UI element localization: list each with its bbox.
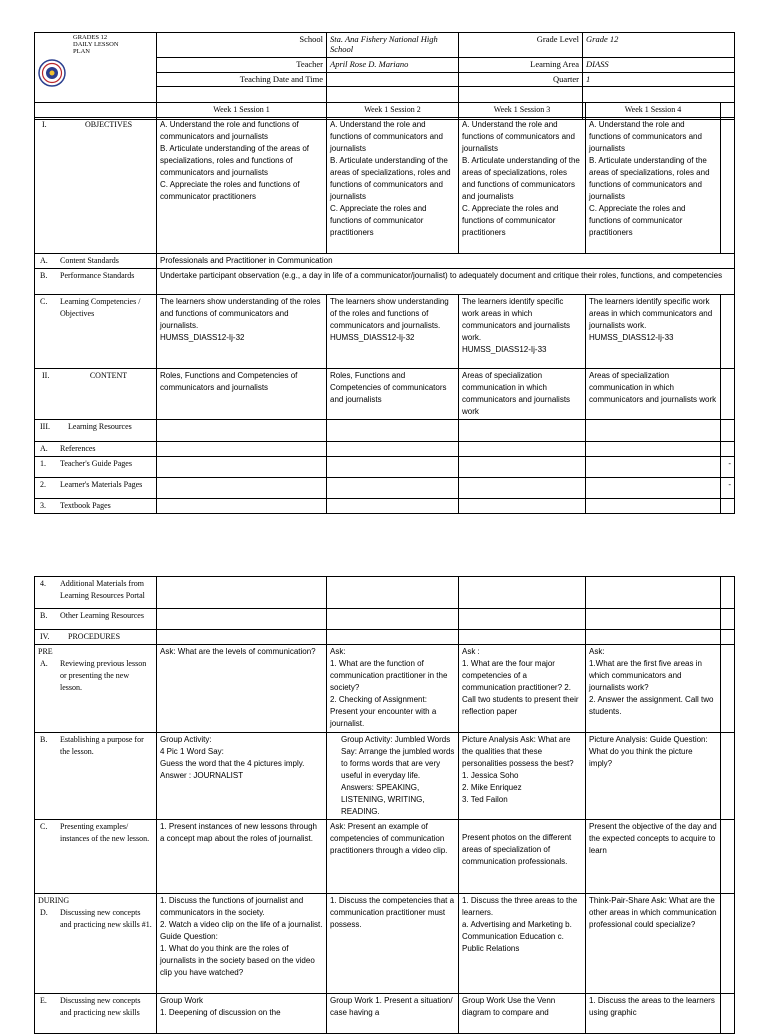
competency-cell: The learners show understanding of the roles and functions of communicators and journalists. HUMSS_DIASS12-Ij-32 bbox=[327, 295, 459, 369]
discussion-label: Discussing new concepts and practicing new skills #1. bbox=[60, 908, 152, 929]
session-header: Week 1 Session 2 bbox=[327, 103, 459, 118]
empty-cell bbox=[327, 457, 459, 478]
objectives-row bbox=[35, 118, 735, 254]
row-letter: E. bbox=[40, 996, 47, 1005]
blank-cell bbox=[35, 103, 157, 118]
margin-cell bbox=[721, 645, 735, 733]
content-cell: Roles, Functions and Competencies of communicators and journalists bbox=[157, 369, 327, 420]
empty-cell bbox=[459, 478, 586, 499]
grade-value: Grade 12 bbox=[583, 33, 735, 58]
header-title-line: DAILY LESSON bbox=[73, 41, 119, 48]
empty-cell bbox=[157, 577, 327, 609]
row-letter: A. bbox=[40, 659, 48, 668]
skills2-cell: 1. Discuss the areas to the learners using graphic bbox=[586, 994, 721, 1034]
margin-cell bbox=[721, 894, 735, 994]
discussion-cell: 1. Discuss the three areas to the learners. a. Advertising and Marketing b. Communication Education c. Public Relations bbox=[459, 894, 586, 994]
row-letter: 2. bbox=[40, 480, 46, 489]
header-title-line: GRADES 12 bbox=[73, 34, 108, 41]
discussion-row bbox=[35, 894, 735, 994]
row-letter: C. bbox=[40, 297, 48, 306]
row-letter: B. bbox=[40, 271, 48, 280]
examples-cell: 1. Present instances of new lessons through a concept map about the roles of journalist. bbox=[157, 820, 327, 894]
purpose-cell: Group Activity: 4 Pic 1 Word Say: Guess the word that the 4 pictures imply. Answer : JOURNALIST bbox=[157, 733, 327, 820]
empty-cell bbox=[157, 630, 327, 645]
discussion-cell: 1. Discuss the competencies that a communication practitioner must possess. bbox=[327, 894, 459, 994]
area-value: DIASS bbox=[583, 58, 735, 72]
date-value bbox=[327, 72, 459, 86]
content-standards-label: Content Standards bbox=[60, 256, 119, 265]
examples-cell: Present the objective of the day and the expected concepts to acquire to learn bbox=[586, 820, 721, 894]
skills2-cell: Group Work 1. Deepening of discussion on the bbox=[157, 994, 327, 1034]
references-label: References bbox=[60, 444, 96, 453]
margin-cell bbox=[721, 994, 735, 1034]
empty-cell bbox=[157, 499, 327, 514]
empty-cell bbox=[157, 457, 327, 478]
competency-cell: The learners show understanding of the roles and functions of communicators and journalists. HUMSS_DIASS12-Ij-32 bbox=[157, 295, 327, 369]
skills2-cell: Group Work Use the Venn diagram to compare and bbox=[459, 994, 586, 1034]
margin-cell bbox=[721, 630, 735, 645]
empty-cell bbox=[459, 609, 586, 630]
section-number: I. bbox=[42, 120, 47, 129]
empty-cell bbox=[327, 630, 459, 645]
date-label: Teaching Date and Time bbox=[157, 72, 327, 86]
examples-cell: Ask: Present an example of competencies of communication practitioners through a video clip. bbox=[327, 820, 459, 894]
margin-cell bbox=[721, 420, 735, 442]
empty-cell bbox=[586, 478, 721, 499]
empty-cell bbox=[157, 478, 327, 499]
empty-cell bbox=[157, 609, 327, 630]
quarter-label: Quarter bbox=[459, 72, 583, 86]
performance-standards-value: Undertake participant observation (e.g., a day in life of a communicator/journalist) to adequately document and critique their roles, functions, and competencies bbox=[157, 269, 735, 295]
examples-row bbox=[35, 820, 735, 894]
margin-cell bbox=[721, 499, 735, 514]
competencies-label: Learning Competencies / Objectives bbox=[60, 297, 141, 318]
row-letter: D. bbox=[40, 908, 48, 917]
section-number: III. bbox=[40, 422, 50, 431]
empty-cell bbox=[459, 577, 586, 609]
empty-cell bbox=[586, 630, 721, 645]
review-row bbox=[35, 645, 735, 733]
lesson-table-page2 bbox=[34, 576, 735, 1034]
review-label: Reviewing previous lesson or presenting the new lesson. bbox=[60, 659, 147, 692]
empty-cell bbox=[586, 577, 721, 609]
session-header: Week 1 Session 3 bbox=[459, 103, 586, 118]
purpose-label: Establishing a purpose for the lesson. bbox=[60, 735, 144, 756]
performance-standards-row bbox=[35, 269, 735, 295]
dash-mark: - bbox=[721, 478, 735, 499]
objectives-cell: A. Understand the role and functions of communicators and journalists B. Articulate understanding of the areas of specializations, roles and functions of communicators and journalists C. Appreciate the roles and functions of communicator practitioners bbox=[327, 118, 459, 254]
learners-materials-label: Learner's Materials Pages bbox=[60, 480, 143, 489]
margin-cell bbox=[721, 577, 735, 609]
empty-cell bbox=[157, 442, 327, 457]
area-label: Learning Area bbox=[459, 58, 583, 72]
section-number: IV. bbox=[40, 632, 50, 641]
skills2-row bbox=[35, 994, 735, 1034]
teachers-guide-row bbox=[35, 457, 735, 478]
procedures-row bbox=[35, 630, 735, 645]
purpose-cell: Picture Analysis: Guide Question: What do you think the picture imply? bbox=[586, 733, 721, 820]
objectives-cell: A. Understand the role and functions of communicators and journalists B. Articulate understanding of the areas of specializations, roles and functions of communicators and journalists C. Appreciate the roles and functions of communicator practitioners bbox=[157, 118, 327, 254]
examples-label: Presenting examples/ instances of the new lesson. bbox=[60, 822, 150, 843]
empty-cell bbox=[459, 499, 586, 514]
empty-cell bbox=[586, 457, 721, 478]
empty-cell bbox=[459, 420, 586, 442]
learners-materials-row bbox=[35, 478, 735, 499]
content-row bbox=[35, 369, 735, 420]
row-letter: B. bbox=[40, 611, 48, 620]
discussion-cell: Think-Pair-Share Ask: What are the other areas in which communication professional could specialize? bbox=[586, 894, 721, 994]
phase-label: DURING bbox=[38, 896, 70, 905]
deped-seal-icon bbox=[38, 59, 66, 87]
purpose-cell: Group Activity: Jumbled Words Say: Arrange the jumbled words to forms words that are very useful in everyday life. Answers: SPEAKING, LISTENING, WRITING, READING. bbox=[327, 733, 459, 820]
row-letter: 1. bbox=[40, 459, 46, 468]
grade-label: Grade Level bbox=[459, 33, 583, 58]
review-cell: Ask: 1. What are the function of communication practitioner in the society? 2. Checking of Assignment: Present your encounter with a journalist. bbox=[327, 645, 459, 733]
purpose-cell: Picture Analysis Ask: What are the qualities that these personalities possess the best? 1. Jessica Soho 2. Mike Enriquez 3. Ted Failon bbox=[459, 733, 586, 820]
empty-cell bbox=[157, 420, 327, 442]
empty-cell bbox=[327, 420, 459, 442]
row-letter: 4. bbox=[40, 579, 46, 588]
objectives-cell: A. Understand the role and functions of communicators and journalists B. Articulate understanding of the areas of specializations, roles and functions of communicators and journalists C. Appreciate the roles and functions of communicator practitioners bbox=[459, 118, 586, 254]
session-header-row bbox=[35, 103, 735, 118]
row-letter: C. bbox=[40, 822, 48, 831]
margin-cell bbox=[721, 103, 735, 118]
references-row bbox=[35, 442, 735, 457]
content-standards-value: Professionals and Practitioner in Communication bbox=[157, 254, 735, 269]
content-standards-row bbox=[35, 254, 735, 269]
learning-resources-row bbox=[35, 420, 735, 442]
teachers-guide-label: Teacher's Guide Pages bbox=[60, 459, 132, 468]
empty-cell bbox=[327, 442, 459, 457]
session-header: Week 1 Session 4 bbox=[586, 103, 721, 118]
learning-resources-label: Learning Resources bbox=[68, 422, 132, 431]
content-cell: Areas of specialization communication in which communicators and journalists work bbox=[586, 369, 721, 420]
quarter-value: 1 bbox=[583, 72, 735, 86]
review-cell: Ask: 1.What are the first five areas in which communicators and journalists work? 2. Answer the assignment. Call two students. bbox=[586, 645, 721, 733]
section-number: II. bbox=[42, 371, 50, 380]
empty-cell bbox=[459, 630, 586, 645]
empty-cell bbox=[327, 478, 459, 499]
purpose-row bbox=[35, 733, 735, 820]
additional-materials-label: Additional Materials from Learning Resources Portal bbox=[60, 579, 145, 600]
other-resources-row bbox=[35, 609, 735, 630]
teacher-label: Teacher bbox=[157, 58, 327, 72]
additional-materials-row bbox=[35, 577, 735, 609]
empty-cell bbox=[586, 609, 721, 630]
examples-cell: Present photos on the different areas of specialization of communication professionals. bbox=[459, 820, 586, 894]
competency-cell: The learners identify specific work areas in which communicators and journalists work. HUMSS_DIASS12-Ij-33 bbox=[586, 295, 721, 369]
objectives-cell: A. Understand the role and functions of communicators and journalists B. Articulate understanding of the areas of specializations, roles and functions of communicators and journalists C. Appreciate the roles and functions of communicator practitioners bbox=[586, 118, 721, 254]
margin-cell bbox=[721, 820, 735, 894]
margin-cell bbox=[721, 369, 735, 420]
content-label: CONTENT bbox=[89, 371, 128, 380]
school-label: School bbox=[157, 33, 327, 58]
row-letter: A. bbox=[40, 256, 48, 265]
empty-cell bbox=[459, 442, 586, 457]
empty-cell bbox=[327, 609, 459, 630]
teacher-value: April Rose D. Mariano bbox=[327, 58, 459, 72]
objectives-label: OBJECTIVES bbox=[84, 120, 133, 129]
textbook-label: Textbook Pages bbox=[60, 501, 111, 510]
skills2-label: Discussing new concepts and practicing new skills bbox=[60, 996, 141, 1017]
margin-cell bbox=[721, 118, 735, 254]
other-resources-label: Other Learning Resources bbox=[60, 611, 144, 620]
procedures-label: PROCEDURES bbox=[68, 632, 121, 641]
margin-cell bbox=[721, 609, 735, 630]
review-cell: Ask : 1. What are the four major competencies of a communication practitioner? 2. Call two students to present their reflection paper bbox=[459, 645, 586, 733]
empty-cell bbox=[459, 457, 586, 478]
margin-cell bbox=[721, 733, 735, 820]
empty-cell bbox=[586, 420, 721, 442]
empty-cell bbox=[327, 577, 459, 609]
header-title bbox=[73, 34, 119, 55]
content-cell: Roles, Functions and Competencies of communicators and journalists bbox=[327, 369, 459, 420]
skills2-cell: Group Work 1. Present a situation/ case having a bbox=[327, 994, 459, 1034]
textbook-row bbox=[35, 499, 735, 514]
performance-standards-label: Performance Standards bbox=[60, 271, 135, 280]
header-title-line: PLAN bbox=[73, 48, 90, 55]
row-letter: A. bbox=[40, 444, 48, 453]
review-cell: Ask: What are the levels of communication? bbox=[157, 645, 327, 733]
session-header: Week 1 Session 1 bbox=[157, 103, 327, 118]
competencies-row bbox=[35, 295, 735, 369]
empty-cell bbox=[586, 499, 721, 514]
margin-cell bbox=[721, 442, 735, 457]
phase-label: PRE bbox=[38, 647, 53, 656]
dash-mark: - bbox=[721, 457, 735, 478]
discussion-cell: 1. Discuss the functions of journalist and communicators in the society. 2. Watch a video clip on the life of a journalist. Guide Question: 1. What do you think are the roles of journalists in the society based on the video clip you have watched? bbox=[157, 894, 327, 994]
empty-cell bbox=[327, 499, 459, 514]
content-cell: Areas of specialization communication in which communicators and journalists work bbox=[459, 369, 586, 420]
lesson-table-page1 bbox=[34, 102, 735, 514]
school-value: Sta. Ana Fishery National High School bbox=[327, 33, 459, 58]
margin-cell bbox=[721, 295, 735, 369]
row-letter: B. bbox=[40, 735, 48, 744]
row-letter: 3. bbox=[40, 501, 46, 510]
empty-cell bbox=[586, 442, 721, 457]
competency-cell: The learners identify specific work areas in which communicators and journalists work. HUMSS_DIASS12-Ij-33 bbox=[459, 295, 586, 369]
